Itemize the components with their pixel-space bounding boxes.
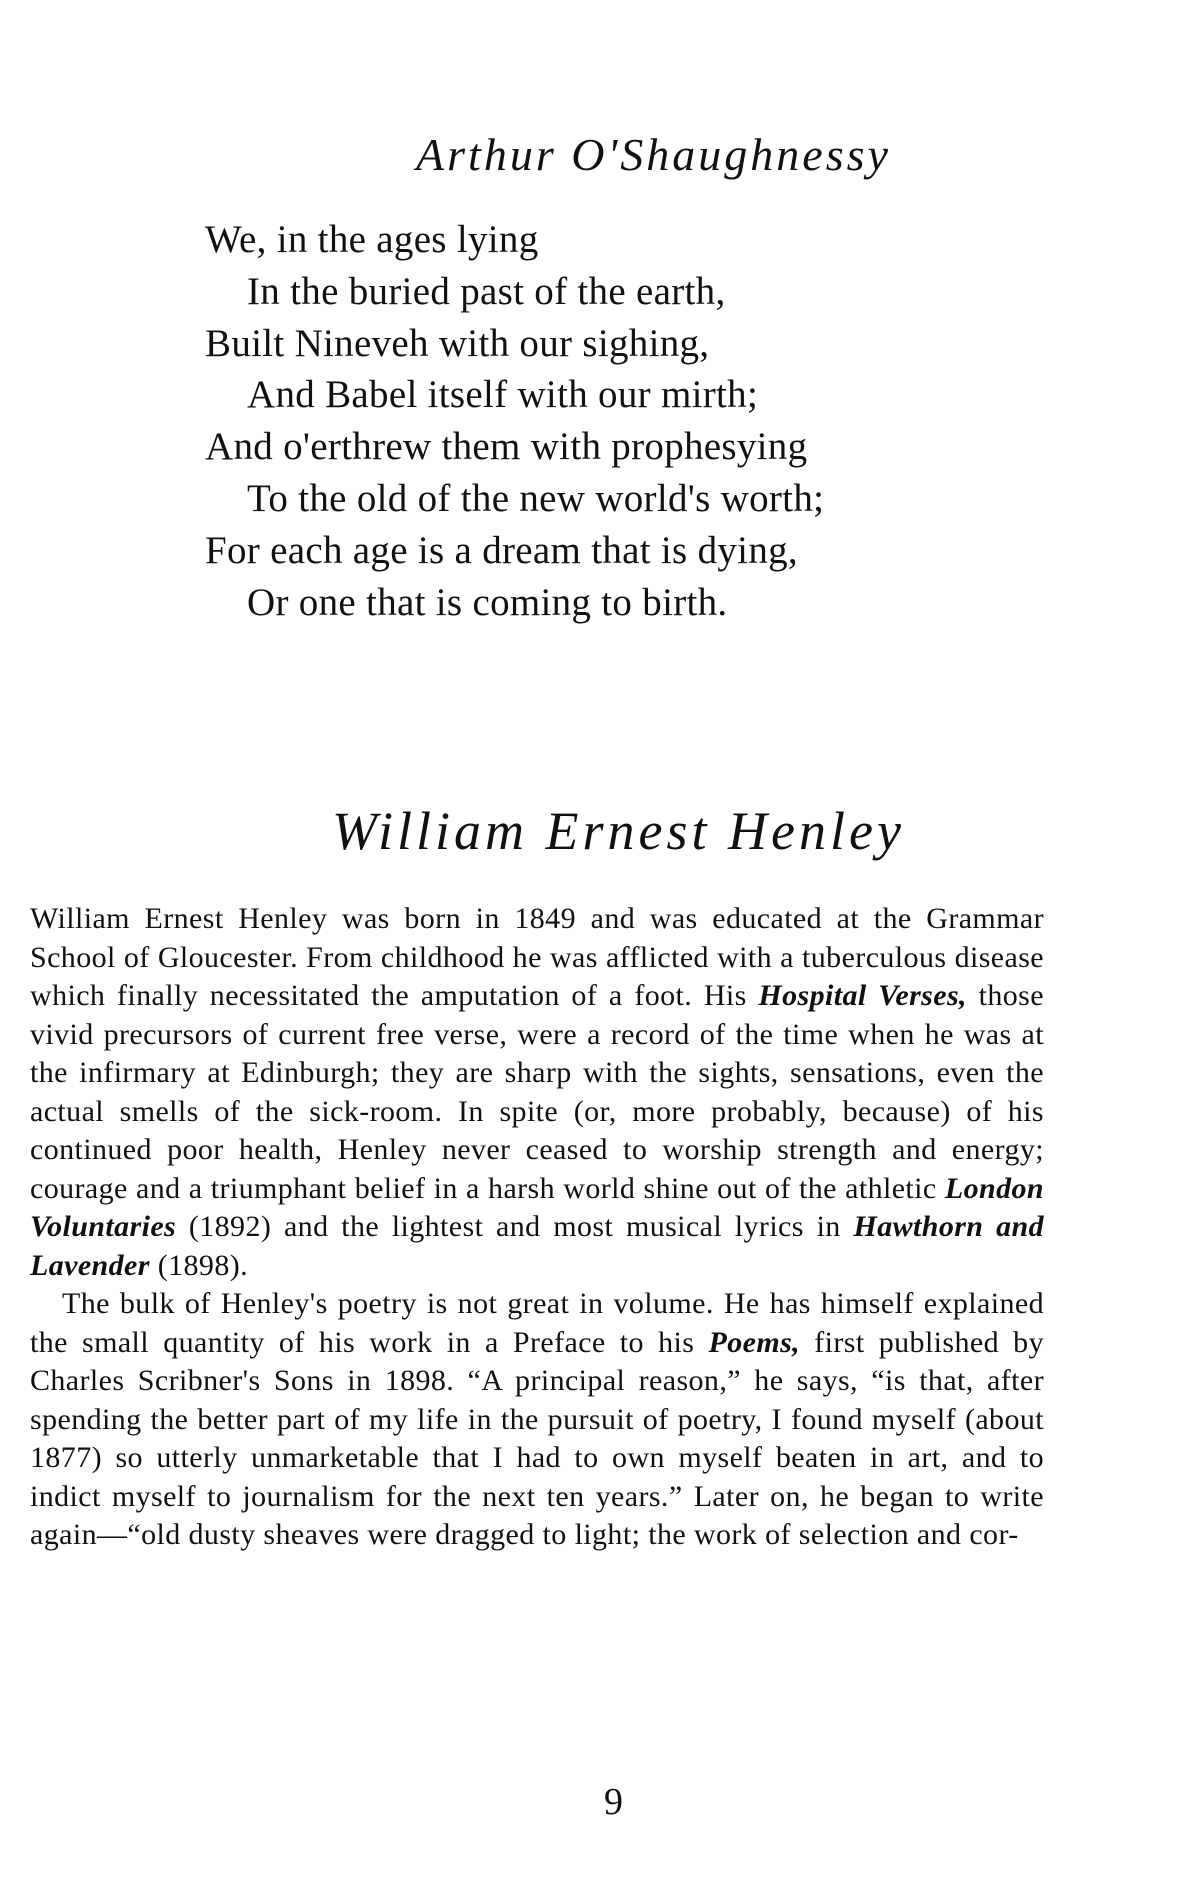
text-run: William Ernest Henley was born in 1849 and was educated at the Grammar School of Gloucester. From childhood he was afflicted with a tuberculous disease which finally necessitated the amputation of a foot. His <box>30 902 1044 1012</box>
poem-stanza <box>205 214 965 628</box>
biography-heading: William Ernest Henley <box>332 801 905 861</box>
poem-author-heading: Arthur O'Shaughnessy <box>416 129 891 180</box>
book-title: Hawthorn and Lavender <box>30 1210 1044 1282</box>
poem-line: In the buried past of the earth, <box>247 269 726 313</box>
book-title: Hospital Verses, <box>758 979 967 1012</box>
book-title: London Voluntaries <box>30 1171 1044 1243</box>
text-run: (1892) and the lightest and most musical lyrics in <box>176 1210 854 1243</box>
page-number: 9 <box>604 1781 623 1823</box>
text-run: (1898). <box>149 1248 249 1282</box>
text-run: The bulk of Henley's poetry is not great in volume. He has himself explained the small quantity of his work in a Preface to his <box>30 1287 1044 1359</box>
biography-paragraph-2 <box>30 1285 1044 1555</box>
biography-paragraph-1 <box>30 900 1044 1285</box>
poem-line: For each age is a dream that is dying, <box>205 528 798 572</box>
poem-line: Or one that is coming to birth. <box>247 580 728 624</box>
biography-text <box>30 900 1044 1555</box>
poem-line: And o'erthrew them with prophesying <box>205 425 808 469</box>
poem-line: Built Nineveh with our sighing, <box>205 321 710 365</box>
book-title: Poems, <box>708 1325 801 1359</box>
poem-line: To the old of the new world's worth; <box>247 476 825 520</box>
poem-line: And Babel itself with our mirth; <box>247 373 759 417</box>
poem-line: We, in the ages lying <box>205 218 539 261</box>
text-run: those vivid precursors of current free verse, were a record of the time when he was at the infirmary at Edinburgh; they are sharp with the sights, sensations, even the actual smells of the sick-room. In spite (or, more probably, because) of his continued poor health, Henley never ceased to worship strength and energy; courage and a triumphant belief in a harsh world shine out of the athletic <box>30 979 1044 1205</box>
text-run: first published by Charles Scribner's Sons in 1898. “A principal reason,” he says, “is that, after spending the better part of my life in the pursuit of poetry, I found myself (about 1877) so utterly unmarketable that I had to own myself beaten in art, and to indict myself to journalism for the next ten years.” Later on, he began to write again—“old dusty sheaves were dragged to light; the work of selection and cor- <box>30 1325 1044 1551</box>
